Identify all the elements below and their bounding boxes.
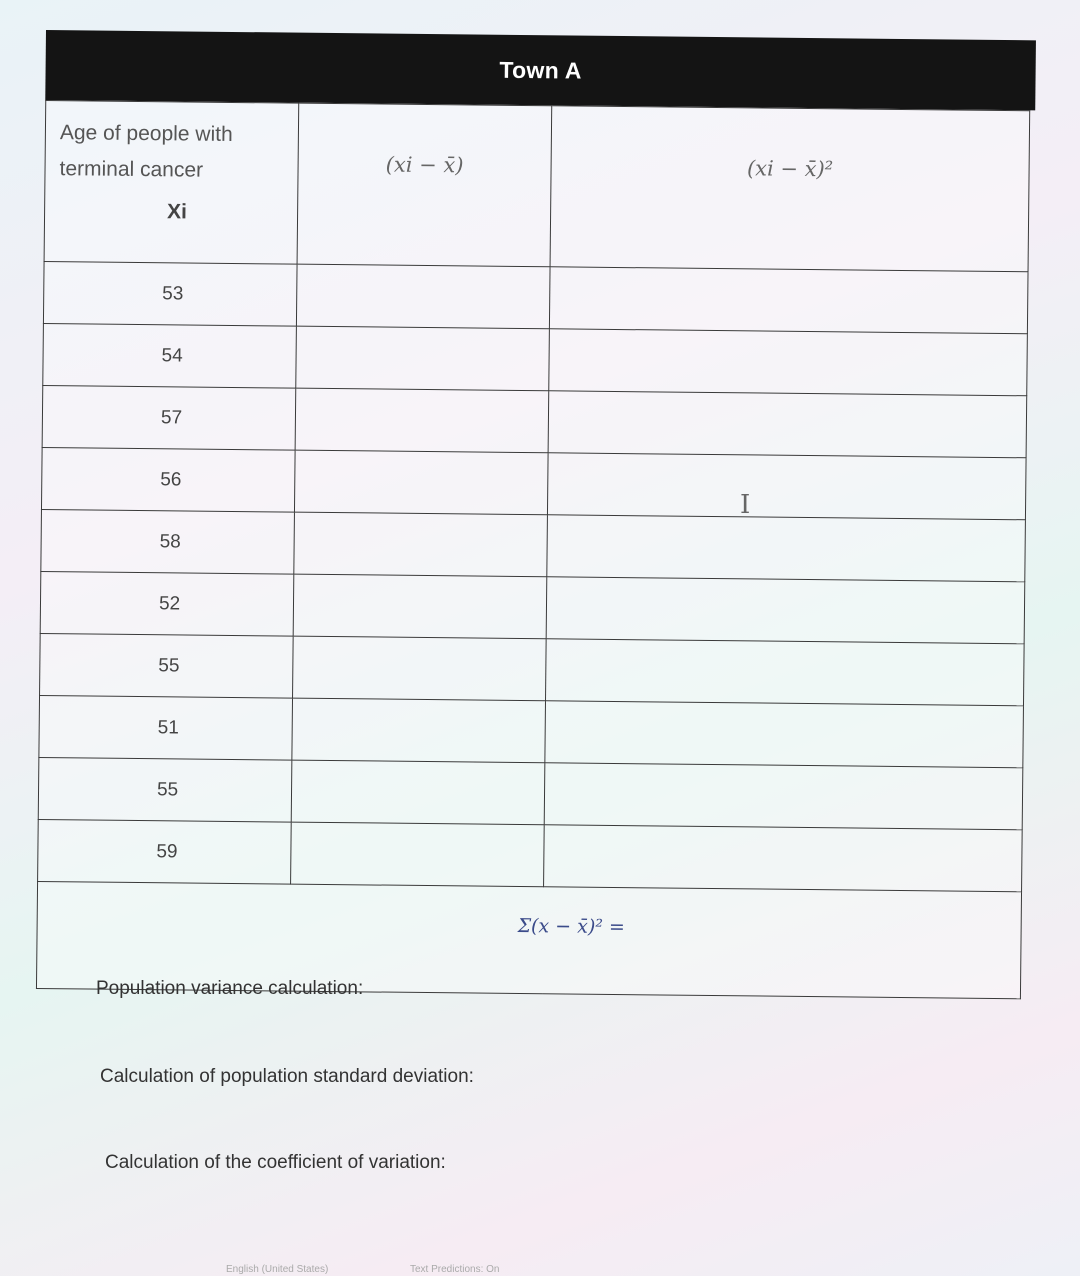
deviation-cell[interactable] [296,326,550,391]
age-cell[interactable]: 51 [39,695,293,760]
age-cell[interactable]: 53 [43,261,297,326]
table-row [43,323,1028,395]
age-cell[interactable]: 59 [38,819,292,884]
deviation-cell[interactable] [294,512,548,577]
squared-cell[interactable] [547,453,1026,520]
variance-label: Population variance calculation: [96,978,364,999]
table-row [43,261,1028,333]
table-row [41,447,1026,519]
age-cell[interactable]: 56 [41,447,295,512]
squared-deviation-formula: (xi − x̄)² [746,156,834,182]
age-cell[interactable]: 58 [41,509,295,574]
squared-cell[interactable] [549,267,1028,334]
squared-cell[interactable] [546,639,1025,706]
squared-cell[interactable] [548,391,1027,458]
deviation-cell[interactable] [293,574,547,639]
table-row [42,385,1027,457]
sum-formula: Σ(x − x̄)² = [517,914,626,939]
header-cell-squared-deviation[interactable] [550,106,1030,272]
table-row [40,571,1025,643]
table-row [38,819,1023,891]
squared-cell[interactable] [547,515,1026,582]
std-dev-label: Calculation of population standard deviation: [100,1066,474,1087]
data-table-sheet [36,30,1036,999]
table-row [39,695,1024,767]
deviation-formula: (xi − x̄) [385,152,464,178]
text-cursor-icon: I [740,490,751,520]
deviation-cell[interactable] [292,698,546,763]
cv-label: Calculation of the coefficient of variation: [105,1152,446,1173]
age-cell[interactable]: 55 [38,757,292,822]
deviation-cell[interactable] [291,760,545,825]
squared-cell[interactable] [544,763,1023,830]
age-cell[interactable]: 55 [40,633,294,698]
table-row [38,757,1023,829]
deviation-cell[interactable] [296,264,550,329]
header-cell-deviation[interactable] [297,103,552,267]
age-cell[interactable]: 52 [40,571,294,636]
age-cell[interactable]: 54 [43,323,297,388]
language-status[interactable]: English (United States) [226,1264,329,1275]
table-row [40,633,1025,705]
data-table [36,100,1030,999]
age-cell[interactable]: 57 [42,385,296,450]
table-row [41,509,1026,581]
deviation-cell[interactable] [295,388,549,453]
status-bar [0,1266,1080,1276]
header-label: Age of people with terminal cancer [59,121,233,182]
squared-cell[interactable] [549,329,1028,396]
squared-cell[interactable] [546,577,1025,644]
table-header-row [44,101,1030,272]
table-title-bar [45,30,1036,110]
deviation-cell[interactable] [294,450,548,515]
predictions-status[interactable]: Text Predictions: On [410,1264,500,1275]
squared-cell[interactable] [545,701,1024,768]
deviation-cell[interactable] [293,636,547,701]
header-x-symbol: Xi [166,200,188,224]
squared-cell[interactable] [544,825,1023,892]
table-title: Town A [499,56,582,84]
deviation-cell[interactable] [291,822,545,887]
header-cell-age[interactable] [44,101,299,265]
